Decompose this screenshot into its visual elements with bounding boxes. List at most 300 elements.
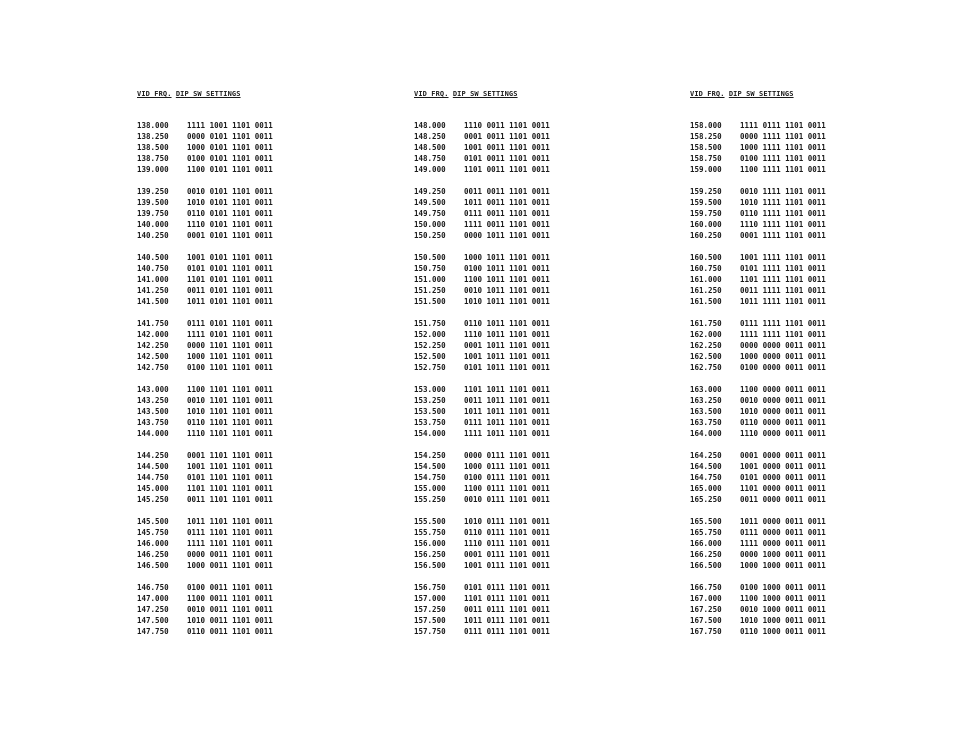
frequency-value: 141.750 (137, 319, 169, 328)
row-group (137, 384, 273, 439)
frequency-value: 166.250 (690, 550, 722, 559)
table-row (690, 131, 826, 142)
table-row (690, 318, 826, 329)
dip-switch-value: 0110 1111 1101 0011 (740, 209, 826, 218)
table-row (690, 164, 826, 175)
frequency-value: 160.750 (690, 264, 722, 273)
table-row (690, 329, 826, 340)
frequency-value: 141.000 (137, 275, 169, 284)
row-group (414, 516, 550, 571)
dip-switch-value: 1001 0000 0011 0011 (740, 462, 826, 471)
dip-switch-value: 1111 1101 1101 0011 (187, 539, 273, 548)
table-row (137, 593, 273, 604)
frequency-value: 151.000 (414, 275, 446, 284)
dip-switch-value: 1101 0111 1101 0011 (464, 594, 550, 603)
frequency-value: 164.750 (690, 473, 722, 482)
frequency-value: 158.250 (690, 132, 722, 141)
dip-switch-value: 0110 0111 1101 0011 (464, 528, 550, 537)
row-group (137, 516, 273, 571)
dip-switch-value: 0100 1111 1101 0011 (740, 154, 826, 163)
dip-switch-value: 0100 0111 1101 0011 (464, 473, 550, 482)
table-row (137, 395, 273, 406)
table-row (137, 131, 273, 142)
table-row (414, 318, 550, 329)
dip-switch-value: 0110 1101 1101 0011 (187, 418, 273, 427)
table-row (414, 450, 550, 461)
frequency-value: 138.000 (137, 121, 169, 130)
table-row (690, 417, 826, 428)
dip-header: DIP SW SETTINGS (728, 90, 794, 98)
table-row (414, 340, 550, 351)
row-group (414, 450, 550, 505)
dip-switch-value: 0010 0011 1101 0011 (187, 605, 273, 614)
dip-switch-value: 0000 0101 1101 0011 (187, 132, 273, 141)
row-group (690, 318, 826, 373)
table-row (414, 384, 550, 395)
dip-switch-value: 1010 0111 1101 0011 (464, 517, 550, 526)
dip-switch-value: 1111 1111 1101 0011 (740, 330, 826, 339)
table-row (690, 604, 826, 615)
frequency-value: 163.000 (690, 385, 722, 394)
table-row (414, 164, 550, 175)
table-row (137, 538, 273, 549)
table-row (137, 197, 273, 208)
table-row (414, 538, 550, 549)
dip-switch-value: 0001 1011 1101 0011 (464, 341, 550, 350)
dip-switch-value: 1001 0011 1101 0011 (464, 143, 550, 152)
frequency-value: 153.750 (414, 418, 446, 427)
row-group (137, 252, 273, 307)
table-row (137, 219, 273, 230)
dip-switch-value: 0111 1111 1101 0011 (740, 319, 826, 328)
frequency-value: 138.250 (137, 132, 169, 141)
frequency-value: 152.500 (414, 352, 446, 361)
row-group (414, 318, 550, 373)
table-row (137, 626, 273, 637)
table-row (414, 274, 550, 285)
dip-switch-value: 0000 0111 1101 0011 (464, 451, 550, 460)
frequency-value: 155.750 (414, 528, 446, 537)
dip-switch-value: 0111 0101 1101 0011 (187, 319, 273, 328)
frequency-value: 144.250 (137, 451, 169, 460)
frequency-value: 164.500 (690, 462, 722, 471)
frequency-value: 160.000 (690, 220, 722, 229)
table-row (690, 450, 826, 461)
table-row (414, 351, 550, 362)
frequency-value: 147.500 (137, 616, 169, 625)
dip-switch-value: 1000 0000 0011 0011 (740, 352, 826, 361)
frequency-value: 166.000 (690, 539, 722, 548)
frequency-value: 142.000 (137, 330, 169, 339)
dip-switch-value: 1110 1111 1101 0011 (740, 220, 826, 229)
table-row (690, 428, 826, 439)
table-row (137, 296, 273, 307)
frequency-value: 138.750 (137, 154, 169, 163)
dip-switch-value: 1000 1000 0011 0011 (740, 561, 826, 570)
dip-switch-value: 1101 1011 1101 0011 (464, 385, 550, 394)
table-row (137, 164, 273, 175)
table-row (137, 417, 273, 428)
table-row (137, 340, 273, 351)
table-row (137, 461, 273, 472)
table-row (690, 527, 826, 538)
frequency-value: 162.000 (690, 330, 722, 339)
table-row (414, 230, 550, 241)
table-row (414, 263, 550, 274)
dip-switch-value: 0011 1011 1101 0011 (464, 396, 550, 405)
frequency-value: 162.250 (690, 341, 722, 350)
table-row (690, 406, 826, 417)
table-row (137, 263, 273, 274)
row-group (414, 120, 550, 175)
table-row (137, 274, 273, 285)
table-row (690, 120, 826, 131)
dip-switch-value: 0010 0111 1101 0011 (464, 495, 550, 504)
frequency-value: 143.250 (137, 396, 169, 405)
dip-switch-value: 0000 1000 0011 0011 (740, 550, 826, 559)
table-row (414, 208, 550, 219)
table-row (414, 549, 550, 560)
table-row (690, 461, 826, 472)
row-group (690, 384, 826, 439)
dip-switch-value: 1011 1101 1101 0011 (187, 517, 273, 526)
table-row (137, 142, 273, 153)
dip-switch-value: 1101 1101 1101 0011 (187, 484, 273, 493)
frequency-value: 150.500 (414, 253, 446, 262)
table-row (137, 252, 273, 263)
frequency-value: 155.500 (414, 517, 446, 526)
table-row (137, 494, 273, 505)
dip-switch-value: 0110 0000 0011 0011 (740, 418, 826, 427)
frequency-value: 147.750 (137, 627, 169, 636)
dip-switch-value: 0001 1101 1101 0011 (187, 451, 273, 460)
table-row (690, 593, 826, 604)
dip-switch-value: 0100 0101 1101 0011 (187, 154, 273, 163)
dip-switch-value: 0000 0011 1101 0011 (187, 550, 273, 559)
table-row (414, 406, 550, 417)
table-row (137, 351, 273, 362)
frequency-value: 156.750 (414, 583, 446, 592)
table-column-3 (690, 90, 826, 648)
frequency-value: 156.000 (414, 539, 446, 548)
frequency-value: 142.250 (137, 341, 169, 350)
table-row (137, 230, 273, 241)
dip-switch-value: 0001 0111 1101 0011 (464, 550, 550, 559)
frequency-value: 150.250 (414, 231, 446, 240)
dip-switch-value: 1111 1011 1101 0011 (464, 429, 550, 438)
frequency-value: 165.750 (690, 528, 722, 537)
frequency-value: 154.000 (414, 429, 446, 438)
dip-switch-value: 1011 0111 1101 0011 (464, 616, 550, 625)
row-group (690, 516, 826, 571)
dip-switch-value: 0110 1000 0011 0011 (740, 627, 826, 636)
frequency-value: 139.000 (137, 165, 169, 174)
table-row (414, 615, 550, 626)
frequency-value: 151.750 (414, 319, 446, 328)
dip-switch-value: 0110 1011 1101 0011 (464, 319, 550, 328)
dip-switch-value: 1010 1111 1101 0011 (740, 198, 826, 207)
row-group (137, 120, 273, 175)
frequency-value: 139.250 (137, 187, 169, 196)
dip-switch-value: 1111 1001 1101 0011 (187, 121, 273, 130)
frequency-value: 145.250 (137, 495, 169, 504)
dip-switch-value: 0010 1111 1101 0011 (740, 187, 826, 196)
table-row (690, 197, 826, 208)
frequency-value: 161.750 (690, 319, 722, 328)
dip-switch-value: 1111 0111 1101 0011 (740, 121, 826, 130)
dip-switch-value: 1000 1101 1101 0011 (187, 352, 273, 361)
frequency-value: 160.500 (690, 253, 722, 262)
row-group (137, 318, 273, 373)
table-row (414, 527, 550, 538)
table-row (414, 362, 550, 373)
frequency-value: 165.500 (690, 517, 722, 526)
dip-switch-value: 0000 1111 1101 0011 (740, 132, 826, 141)
frequency-value: 144.500 (137, 462, 169, 471)
frequency-value: 146.750 (137, 583, 169, 592)
row-group (414, 384, 550, 439)
table-row (690, 351, 826, 362)
frequency-value: 161.500 (690, 297, 722, 306)
table-row (414, 494, 550, 505)
dip-switch-value: 1110 0011 1101 0011 (464, 121, 550, 130)
dip-switch-value: 0101 1011 1101 0011 (464, 363, 550, 372)
column-header (690, 90, 826, 120)
table-row (690, 208, 826, 219)
row-group (690, 450, 826, 505)
table-row (137, 186, 273, 197)
table-row (414, 197, 550, 208)
frequency-value: 165.000 (690, 484, 722, 493)
table-row (414, 296, 550, 307)
frequency-value: 167.500 (690, 616, 722, 625)
frequency-value: 152.750 (414, 363, 446, 372)
dip-switch-value: 1000 0011 1101 0011 (187, 561, 273, 570)
table-row (690, 472, 826, 483)
table-row (137, 208, 273, 219)
table-row (137, 582, 273, 593)
table-row (690, 516, 826, 527)
dip-switch-value: 1110 1011 1101 0011 (464, 330, 550, 339)
column-header (414, 90, 550, 120)
dip-switch-value: 1010 1101 1101 0011 (187, 407, 273, 416)
frequency-value: 149.000 (414, 165, 446, 174)
dip-switch-value: 0001 0101 1101 0011 (187, 231, 273, 240)
dip-switch-value: 0101 0111 1101 0011 (464, 583, 550, 592)
table-row (414, 428, 550, 439)
table-row (137, 560, 273, 571)
row-group (414, 582, 550, 637)
row-group (690, 120, 826, 175)
frequency-value: 155.000 (414, 484, 446, 493)
frequency-value: 153.250 (414, 396, 446, 405)
dip-switch-value: 0111 1011 1101 0011 (464, 418, 550, 427)
table-row (137, 384, 273, 395)
table-row (137, 615, 273, 626)
dip-switch-value: 1101 1111 1101 0011 (740, 275, 826, 284)
frequency-value: 167.250 (690, 605, 722, 614)
table-row (690, 340, 826, 351)
dip-switch-value: 1000 1011 1101 0011 (464, 253, 550, 262)
table-row (414, 395, 550, 406)
dip-switch-value: 0010 0101 1101 0011 (187, 187, 273, 196)
frequency-value: 159.750 (690, 209, 722, 218)
frequency-value: 142.500 (137, 352, 169, 361)
frequency-value: 156.500 (414, 561, 446, 570)
dip-switch-value: 1011 0101 1101 0011 (187, 297, 273, 306)
dip-switch-value: 1000 0101 1101 0011 (187, 143, 273, 152)
frequency-value: 159.250 (690, 187, 722, 196)
frequency-value: 146.500 (137, 561, 169, 570)
table-row (690, 384, 826, 395)
frequency-value: 145.000 (137, 484, 169, 493)
table-column-2 (414, 90, 550, 648)
frequency-value: 153.500 (414, 407, 446, 416)
frequency-value: 162.500 (690, 352, 722, 361)
frequency-value: 143.750 (137, 418, 169, 427)
table-row (414, 626, 550, 637)
dip-switch-value: 0001 0000 0011 0011 (740, 451, 826, 460)
table-row (690, 362, 826, 373)
table-row (137, 516, 273, 527)
row-group (137, 186, 273, 241)
dip-switch-value: 0010 1101 1101 0011 (187, 396, 273, 405)
frequency-value: 158.000 (690, 121, 722, 130)
frequency-value: 157.500 (414, 616, 446, 625)
table-row (137, 450, 273, 461)
table-row (137, 329, 273, 340)
dip-switch-value: 1110 1101 1101 0011 (187, 429, 273, 438)
table-row (414, 516, 550, 527)
frequency-value: 159.000 (690, 165, 722, 174)
frequency-value: 141.250 (137, 286, 169, 295)
table-row (137, 406, 273, 417)
frequency-value: 157.250 (414, 605, 446, 614)
table-row (414, 472, 550, 483)
dip-switch-value: 0100 1011 1101 0011 (464, 264, 550, 273)
frequency-value: 138.500 (137, 143, 169, 152)
table-row (690, 153, 826, 164)
frequency-value: 156.250 (414, 550, 446, 559)
freq-header: VID FRQ. (690, 90, 725, 98)
table-row (414, 329, 550, 340)
dip-switch-value: 1111 0101 1101 0011 (187, 330, 273, 339)
table-row (690, 252, 826, 263)
dip-switch-value: 0100 1101 1101 0011 (187, 363, 273, 372)
dip-switch-value: 0010 1011 1101 0011 (464, 286, 550, 295)
frequency-value: 142.750 (137, 363, 169, 372)
frequency-value: 149.250 (414, 187, 446, 196)
frequency-value: 150.750 (414, 264, 446, 273)
table-row (137, 362, 273, 373)
dip-header: DIP SW SETTINGS (175, 90, 241, 98)
dip-switch-value: 0011 0000 0011 0011 (740, 495, 826, 504)
dip-switch-value: 1011 1011 1101 0011 (464, 407, 550, 416)
frequency-value: 140.500 (137, 253, 169, 262)
frequency-value: 154.250 (414, 451, 446, 460)
table-row (414, 285, 550, 296)
table-row (414, 252, 550, 263)
frequency-value: 145.500 (137, 517, 169, 526)
table-row (414, 142, 550, 153)
frequency-value: 166.750 (690, 583, 722, 592)
column-header (137, 90, 273, 120)
dip-switch-value: 0011 0101 1101 0011 (187, 286, 273, 295)
frequency-value: 164.000 (690, 429, 722, 438)
frequency-value: 148.000 (414, 121, 446, 130)
dip-switch-value: 1101 0101 1101 0011 (187, 275, 273, 284)
table-row (414, 219, 550, 230)
dip-switch-value: 0101 0000 0011 0011 (740, 473, 826, 482)
dip-switch-value: 0100 1000 0011 0011 (740, 583, 826, 592)
frequency-value: 152.250 (414, 341, 446, 350)
table-row (414, 604, 550, 615)
frequency-value: 147.250 (137, 605, 169, 614)
dip-switch-value: 1001 1101 1101 0011 (187, 462, 273, 471)
dip-switch-value: 1001 0101 1101 0011 (187, 253, 273, 262)
table-row (690, 142, 826, 153)
dip-switch-value: 1010 0000 0011 0011 (740, 407, 826, 416)
frequency-value: 167.750 (690, 627, 722, 636)
frequency-value: 148.500 (414, 143, 446, 152)
dip-switch-value: 1111 0000 0011 0011 (740, 539, 826, 548)
table-row (414, 582, 550, 593)
table-row (690, 219, 826, 230)
frequency-value: 154.500 (414, 462, 446, 471)
dip-switch-value: 1111 0011 1101 0011 (464, 220, 550, 229)
dip-switch-value: 1011 0000 0011 0011 (740, 517, 826, 526)
dip-switch-value: 0110 0101 1101 0011 (187, 209, 273, 218)
frequency-value: 158.500 (690, 143, 722, 152)
table-row (690, 538, 826, 549)
frequency-value: 157.750 (414, 627, 446, 636)
dip-switch-value: 0010 0000 0011 0011 (740, 396, 826, 405)
dip-switch-value: 1010 0101 1101 0011 (187, 198, 273, 207)
row-group (690, 582, 826, 637)
dip-switch-value: 1101 0000 0011 0011 (740, 484, 826, 493)
frequency-value: 150.000 (414, 220, 446, 229)
frequency-value: 161.250 (690, 286, 722, 295)
frequency-value: 158.750 (690, 154, 722, 163)
frequency-value: 159.500 (690, 198, 722, 207)
dip-switch-value: 0111 0000 0011 0011 (740, 528, 826, 537)
dip-switch-value: 0100 0000 0011 0011 (740, 363, 826, 372)
table-row (690, 395, 826, 406)
frequency-value: 160.250 (690, 231, 722, 240)
table-row (137, 604, 273, 615)
dip-switch-value: 1101 0011 1101 0011 (464, 165, 550, 174)
frequency-value: 143.000 (137, 385, 169, 394)
dip-switch-value: 0100 0011 1101 0011 (187, 583, 273, 592)
table-row (690, 296, 826, 307)
freq-header: VID FRQ. (137, 90, 172, 98)
frequency-value: 140.250 (137, 231, 169, 240)
table-row (414, 120, 550, 131)
dip-header: DIP SW SETTINGS (452, 90, 518, 98)
table-row (414, 560, 550, 571)
table-row (137, 153, 273, 164)
dip-switch-value: 0000 0000 0011 0011 (740, 341, 826, 350)
dip-switch-value: 0010 1000 0011 0011 (740, 605, 826, 614)
dip-switch-value: 0001 1111 1101 0011 (740, 231, 826, 240)
dip-switch-value: 0000 1101 1101 0011 (187, 341, 273, 350)
dip-switch-value: 1010 1000 0011 0011 (740, 616, 826, 625)
frequency-value: 147.000 (137, 594, 169, 603)
frequency-value: 143.500 (137, 407, 169, 416)
table-row (690, 615, 826, 626)
frequency-value: 151.250 (414, 286, 446, 295)
table-row (137, 285, 273, 296)
